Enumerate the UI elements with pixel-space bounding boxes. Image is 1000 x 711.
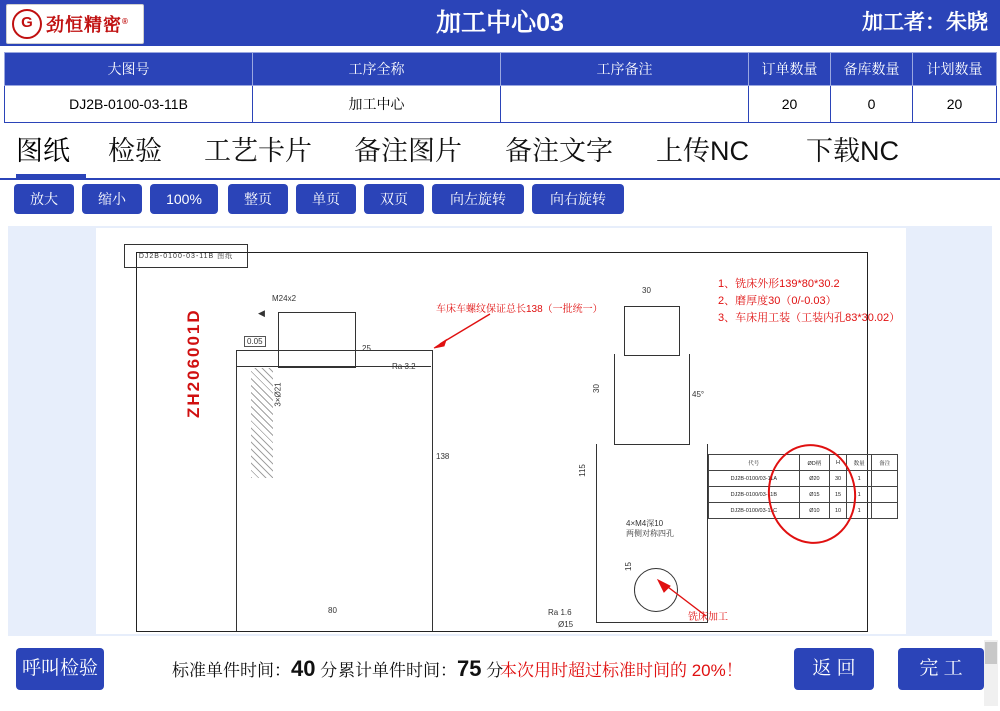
spec-cell: DJ2B-0100/03-11A	[709, 471, 800, 487]
drawing-red-notes	[718, 276, 900, 327]
accumulated-time-unit: 分	[486, 661, 504, 680]
table-row	[5, 86, 997, 123]
fit-page-button[interactable]: 整页	[228, 184, 288, 214]
col-header-order-qty: 订单数量	[749, 53, 831, 86]
spec-cell: 15	[830, 487, 847, 503]
overtime-warning: 本次用时超过标准时间的 20%！	[500, 661, 743, 680]
col-header-process-remark: 工序备注	[501, 53, 749, 86]
label-dim-25: 25	[362, 344, 371, 353]
label-angle-45: 45°	[692, 390, 705, 399]
value-process-remark	[501, 86, 749, 123]
label-flatness-tol: 0.05	[244, 336, 266, 347]
label-ra-16: Ra 1.6	[548, 608, 572, 617]
single-page-button[interactable]: 单页	[296, 184, 356, 214]
spec-col-code: 代号	[709, 455, 800, 471]
red-arrow-bottom-icon	[654, 578, 710, 620]
order-info-table	[4, 52, 997, 123]
tab-download-nc[interactable]: 下载NC	[806, 136, 899, 166]
operator-label: 加工者：朱晓	[862, 11, 988, 34]
part-code-text: ZH206001D	[184, 308, 203, 418]
logo-icon: G	[12, 9, 42, 39]
value-drawing-no: DJ2B-0100-03-11B	[5, 86, 253, 123]
col-header-plan-qty: 计划数量	[913, 53, 997, 86]
zoom-in-button[interactable]: 放大	[14, 184, 74, 214]
logo-superscript: ®	[122, 17, 129, 26]
value-plan-qty: 20	[913, 86, 997, 123]
rotate-right-button[interactable]: 向右旋转	[532, 184, 624, 214]
spec-cell: 10	[830, 503, 847, 519]
label-thread: M24x2	[272, 294, 297, 303]
spec-cell: 1	[846, 471, 872, 487]
tab-process-card[interactable]: 工艺卡片	[204, 136, 312, 166]
logo-label: 劲恒精密	[46, 15, 122, 35]
label-dim-138: 138	[436, 452, 450, 461]
rotate-left-button[interactable]: 向左旋转	[432, 184, 524, 214]
tab-remark-image[interactable]: 备注图片	[354, 136, 462, 166]
col-header-process-name: 工序全称	[253, 53, 501, 86]
label-dim-115: 115	[577, 464, 587, 477]
right-view-neck	[624, 306, 680, 356]
drawing-red-callout-bottom: 铣床加工	[688, 612, 728, 623]
double-page-button[interactable]: 双页	[364, 184, 424, 214]
red-note-2: 2、磨厚度30（0/-0.03）	[718, 295, 837, 307]
spec-cell: DJ2B-0100/03-11C	[709, 503, 800, 519]
col-header-stock-qty: 备库数量	[831, 53, 913, 86]
right-view-stem	[614, 354, 690, 445]
spec-cell	[872, 471, 898, 487]
spec-col-qty: 数量	[846, 455, 872, 471]
col-header-drawing-no: 大图号	[5, 53, 253, 86]
standard-time-info	[172, 656, 337, 682]
tab-drawing[interactable]: 图纸	[16, 128, 86, 178]
spec-col-remark: 备注	[872, 455, 898, 471]
drawing-viewport[interactable]	[8, 226, 992, 636]
value-order-qty: 20	[749, 86, 831, 123]
scrollbar-thumb[interactable]	[985, 642, 997, 664]
value-stock-qty: 0	[831, 86, 913, 123]
main-tab-bar	[0, 124, 1000, 180]
zoom-100-button[interactable]: 100%	[150, 184, 218, 214]
zoom-out-button[interactable]: 缩小	[82, 184, 142, 214]
spec-cell: DJ2B-0100/03-11B	[709, 487, 800, 503]
left-view-hatch	[251, 368, 273, 478]
standard-time-value: 40	[291, 656, 316, 681]
label-dim-30-top: 30	[642, 286, 651, 295]
accumulated-time-value: 75	[457, 656, 482, 681]
label-ra-32: Ra 3.2	[392, 362, 416, 371]
back-button[interactable]: 返 回	[794, 648, 874, 690]
label-hole-note2: 两侧对称四孔	[626, 529, 674, 538]
red-note-1: 1、铣床外形139*80*30.2	[718, 278, 840, 290]
red-note-3: 3、车床用工装（工装内孔83*30.02）	[718, 312, 901, 324]
spec-cell: Ø15	[799, 487, 830, 503]
spec-cell: Ø10	[799, 503, 830, 519]
title-bar	[0, 0, 1000, 46]
accumulated-time-label: 累计单件时间：	[338, 661, 457, 680]
page-title: 加工中心03	[436, 9, 564, 37]
spec-col-diameter: ØD柄	[799, 455, 830, 471]
drawing-paper	[96, 228, 906, 634]
drawing-toolbar	[0, 180, 1000, 224]
table-header-row	[5, 53, 997, 86]
label-dim-30-mid: 30	[591, 384, 601, 393]
footer-bar	[0, 640, 1000, 711]
finish-button[interactable]: 完 工	[898, 648, 984, 690]
label-3xo21: 3×Ø21	[273, 382, 283, 407]
accumulated-time-info	[338, 656, 503, 682]
label-dim-15: 15	[623, 562, 633, 571]
call-inspection-button[interactable]: 呼叫检验	[16, 648, 104, 690]
label-hole-note: 4×M4深10	[626, 519, 664, 528]
spec-cell: 1	[846, 503, 872, 519]
tab-remark-text[interactable]: 备注文字	[505, 136, 613, 166]
drawing-red-callout: 车床车螺纹保证总长138（一批统一）	[436, 304, 603, 315]
vertical-scrollbar[interactable]	[984, 640, 998, 706]
section-arrow-icon: ◀	[258, 308, 265, 318]
standard-time-unit: 分	[320, 661, 338, 680]
spec-cell: Ø20	[799, 471, 830, 487]
spec-cell	[872, 503, 898, 519]
label-dim-80: 80	[328, 606, 337, 615]
tab-upload-nc[interactable]: 上传NC	[656, 136, 749, 166]
spec-cell: 1	[846, 487, 872, 503]
label-dia-15: Ø15	[558, 620, 574, 629]
red-arrow-icon	[432, 310, 492, 350]
spec-cell	[872, 487, 898, 503]
value-process-name: 加工中心	[253, 86, 501, 123]
tab-inspection[interactable]: 检验	[108, 136, 162, 166]
spec-col-height: H	[830, 455, 847, 471]
spec-cell: 30	[830, 471, 847, 487]
drawing-title-block: DJ2B-0100-03-11B 图纸	[124, 244, 248, 268]
standard-time-label: 标准单件时间：	[172, 661, 291, 680]
